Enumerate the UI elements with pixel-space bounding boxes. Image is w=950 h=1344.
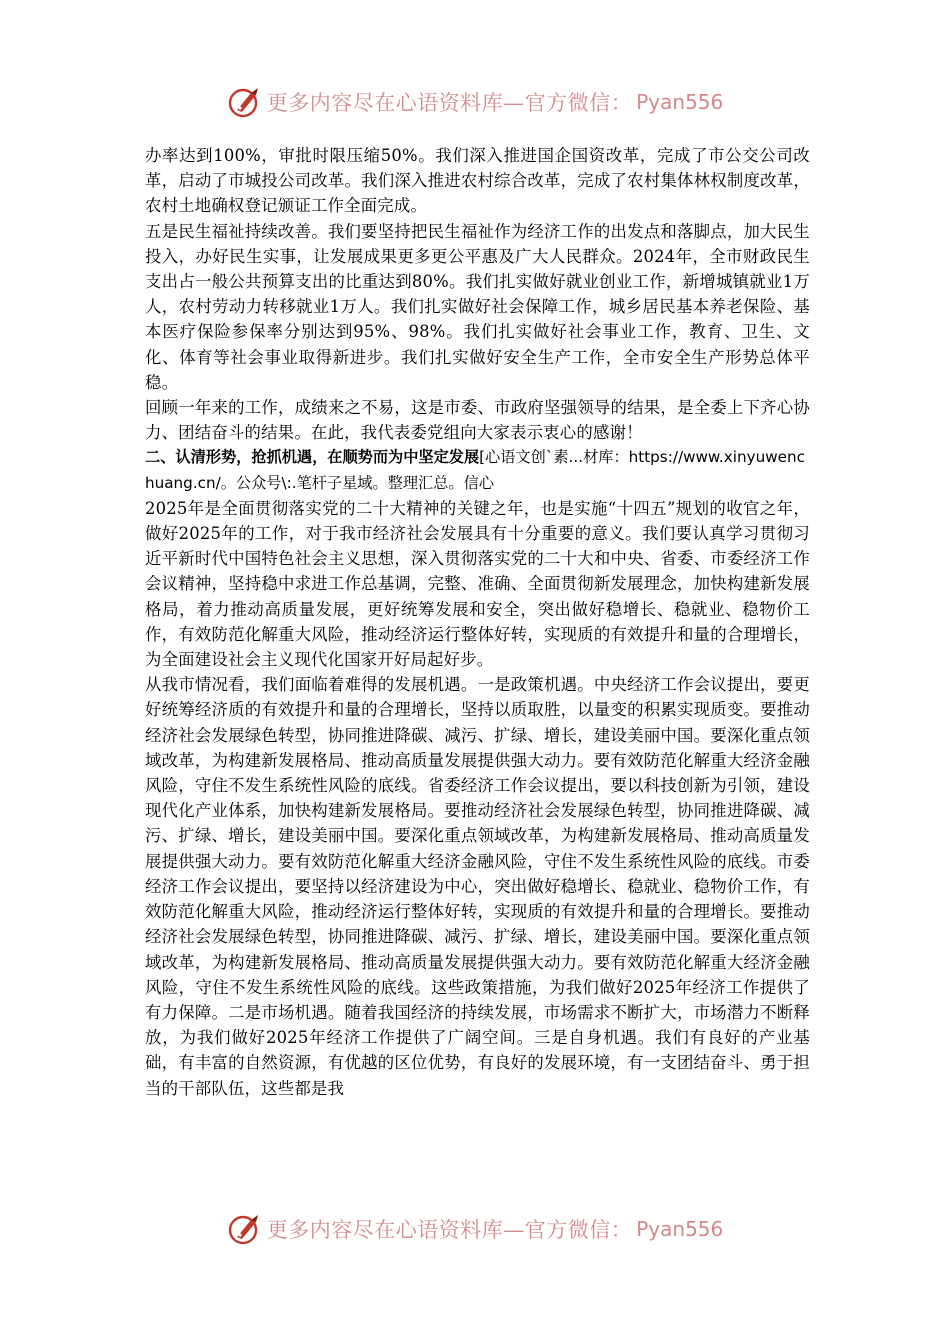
- pen-nib-icon: [227, 84, 263, 120]
- watermark-handle: Pyan556: [636, 90, 724, 114]
- body-paragraph: 2025年是全面贯彻落实党的二十大精神的关键之年，也是实施“十四五”规划的收官之年，做好2025年的工作，对于我市经济社会发展具有十分重要的意义。我们要认真学习贯彻习近平新时代中国特色社会主义思想，深入贯彻落实党的二十大和中央、省委、市委经济工作会议精神，坚持稳中求进工作总基调，完整、准确、全面贯彻新发展理念，加快构建新发展格局，着力推动高质量发展，更好统筹发展和安全，突出做好稳增长、稳就业、稳物价工作，有效防范化解重大风险，推动经济运行整体好转，实现质的有效提升和量的合理增长，为全面建设社会主义现代化国家开好局起好步。: [145, 498, 810, 670]
- body-paragraph: 回顾一年来的工作，成绩来之不易，这是市委、市政府坚强领导的结果，是全委上下齐心协力、团结奋斗的结果。在此，我代表委党组向大家表示衷心的感谢！: [145, 398, 810, 443]
- body-paragraph: 从我市情况看，我们面临着难得的发展机遇。一是政策机遇。中央经济工作会议提出，要更好统筹经济质的有效提升和量的合理增长，坚持以质取胜，以量变的积累实现质变。要推动经济社会发展绿色转型，协同推进降碳、减污、扩绿、增长，建设美丽中国。要深化重点领域改革，为构建新发展格局、推动高质量发展提供强大动力。要有效防范化解重大经济金融风险，守住不发生系统性风险的底线。省委经济工作会议提出，要以科技创新为引领，建设现代化产业体系，加快构建新发展格局。要推动经济社会发展绿色转型，协同推进降碳、减污、扩绿、增长，建设美丽中国。要深化重点领域改革，为构建新发展格局、推动高质量发展提供强大动力。要有效防范化解重大经济金融风险，守住不发生系统性风险的底线。市委经济工作会议提出，要坚持以经济建设为中心，突出做好稳增长、稳就业、稳物价工作，有效防范化解重大风险，推动经济运行整体好转，实现质的有效提升和量的合理增长。要推动经济社会发展绿色转型，协同推进降碳、减污、扩绿、增长，建设美丽中国。要深化重点领域改革，为构建新发展格局、推动高质量发展提供强大动力。要有效防范化解重大经济金融风险，守住不发生系统性风险的底线。这些政策措施，为我们做好2025年经济工作提供了有力保障。二是市场机遇。随着我国经济的持续发展，市场需求不断扩大，市场潜力不断释放，为我们做好2025年经济工作提供了广阔空间。三是自身机遇。我们有良好的产业基础，有丰富的自然资源，有优越的区位优势，有良好的发展环境，有一支团结奋斗、勇于担当的干部队伍，这些都是我: [145, 675, 810, 1098]
- pen-nib-icon: [227, 1211, 263, 1247]
- footer-watermark-banner: [0, 1207, 950, 1251]
- watermark-handle: Pyan556: [636, 1217, 724, 1241]
- section-heading-source: [心语文创`素...材库：https://www.xinyuwenchuang.cn/。公众号\:: [145, 448, 805, 492]
- watermark-text: 更多内容尽在心语资料库—官方微信：: [266, 1218, 633, 1242]
- header-watermark-banner: [0, 80, 950, 124]
- watermark-text: 更多内容尽在心语资料库—官方微信：: [266, 91, 633, 115]
- section-heading: [145, 445, 810, 495]
- section-heading-title: 二、认清形势，抢抓机遇，在顺势而为中坚定发展: [145, 448, 480, 467]
- document-body: [145, 143, 810, 1101]
- body-paragraph: 五是民生福祉持续改善。我们要坚持把民生福祉作为经济工作的出发点和落脚点，加大民生投入，办好民生实事，让发展成果更多更公平惠及广大人民群众。2024年，全市财政民生支出占一般公共预算支出的比重达到80%。我们扎实做好就业创业工作，新增城镇就业1万人，农村劳动力转移就业1万人。我们扎实做好社会保障工作，城乡居民基本养老保险、基本医疗保险参保率分别达到95%、98%。我们扎实做好社会事业工作，教育、卫生、文化、体育等社会事业取得新进步。我们扎实做好安全生产工作，全市安全生产形势总体平稳。: [145, 221, 810, 392]
- body-paragraph: 办率达到100%，审批时限压缩50%。我们深入推进国企国资改革，完成了市公交公司改革，启动了市城投公司改革。我们深入推进农村综合改革，完成了农村集体林权制度改革，农村土地确权登记颁证工作全面完成。: [145, 146, 810, 216]
- section-heading-tail: .笔杆子星域。整理汇总。信心: [291, 473, 494, 492]
